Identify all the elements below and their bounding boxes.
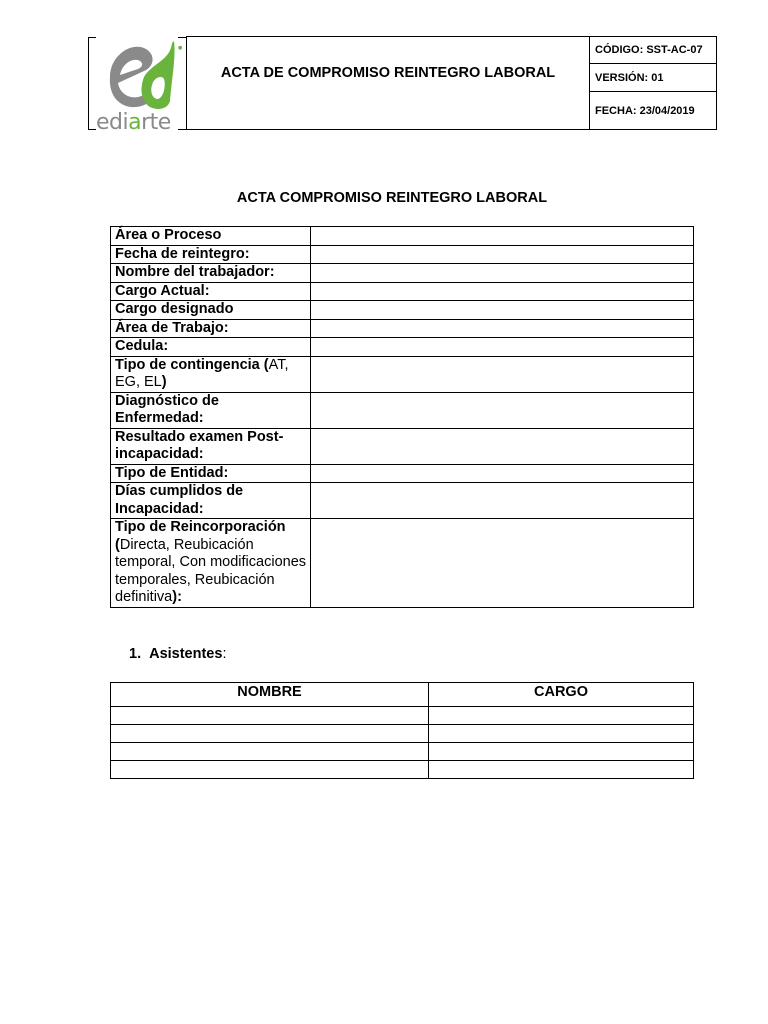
- row-value-field[interactable]: [311, 227, 694, 246]
- row-value-field[interactable]: [311, 301, 694, 320]
- svg-text:●: ●: [178, 44, 183, 51]
- row-value-field[interactable]: [311, 356, 694, 392]
- attendees-table: [110, 682, 694, 779]
- ediarte-logo-icon: [88, 37, 186, 130]
- attendee-name-cell[interactable]: [111, 761, 429, 779]
- document-version: VERSIÓN: 01: [590, 64, 717, 92]
- section-title: Asistentes: [149, 646, 223, 662]
- row-label: Resultado examen Post-incapacidad:: [111, 428, 311, 464]
- attendee-name-cell[interactable]: [111, 707, 429, 725]
- header-title: ACTA DE COMPROMISO REINTEGRO LABORAL: [187, 37, 590, 130]
- row-value-field[interactable]: [311, 319, 694, 338]
- row-label: [111, 356, 311, 392]
- row-label: Área o Proceso: [111, 227, 311, 246]
- document-title: ACTA COMPROMISO REINTEGRO LABORAL: [236, 190, 548, 206]
- row-label-text: Tipo de Reincorporación (: [115, 519, 286, 553]
- column-header-name: NOMBRE: [111, 683, 429, 707]
- row-label-detail: Directa, Reubicación temporal, Con modificaciones temporales, Reubicación definitiva: [115, 536, 307, 605]
- row-value-field[interactable]: [311, 428, 694, 464]
- row-label: Diagnóstico de Enfermedad:: [111, 392, 311, 428]
- attendee-role-cell[interactable]: [429, 743, 694, 761]
- attendee-role-cell[interactable]: [429, 707, 694, 725]
- row-value-field[interactable]: [311, 519, 694, 608]
- row-label: Tipo de Entidad:: [111, 464, 311, 483]
- row-label: Nombre del trabajador:: [111, 264, 311, 283]
- section-number: 1.: [129, 646, 142, 662]
- row-label-close: ):: [172, 589, 182, 605]
- document-header: [88, 36, 717, 130]
- row-label: Cedula:: [111, 338, 311, 357]
- attendee-role-cell[interactable]: [429, 725, 694, 743]
- section-suffix: :: [222, 646, 227, 662]
- column-header-role: CARGO: [429, 683, 694, 707]
- row-value-field[interactable]: [311, 282, 694, 301]
- row-value-field[interactable]: [311, 245, 694, 264]
- row-label: [111, 519, 311, 608]
- document-code: CÓDIGO: SST-AC-07: [590, 37, 717, 64]
- row-label: Fecha de reintegro:: [111, 245, 311, 264]
- row-label-text: Tipo de contingencia (: [115, 356, 269, 373]
- row-value-field[interactable]: [311, 264, 694, 283]
- attendee-name-cell[interactable]: [111, 725, 429, 743]
- row-label: Cargo Actual:: [111, 282, 311, 301]
- row-label: Cargo designado: [111, 301, 311, 320]
- row-label-close: ): [161, 374, 167, 390]
- svg-text:ediarte: ediarte: [96, 109, 171, 130]
- row-label: Área de Trabajo:: [111, 319, 311, 338]
- attendees-heading: [129, 646, 226, 662]
- logo-cell: [88, 37, 187, 130]
- info-table: [110, 226, 694, 608]
- row-label: Días cumplidos de Incapacidad:: [111, 483, 311, 519]
- attendee-role-cell[interactable]: [429, 761, 694, 779]
- company-logo: [88, 37, 186, 130]
- row-value-field[interactable]: [311, 338, 694, 357]
- row-value-field[interactable]: [311, 392, 694, 428]
- attendee-name-cell[interactable]: [111, 743, 429, 761]
- row-value-field[interactable]: [311, 483, 694, 519]
- document-date: FECHA: 23/04/2019: [590, 92, 717, 130]
- row-label-detail: AT, EG, EL: [115, 356, 289, 390]
- row-value-field[interactable]: [311, 464, 694, 483]
